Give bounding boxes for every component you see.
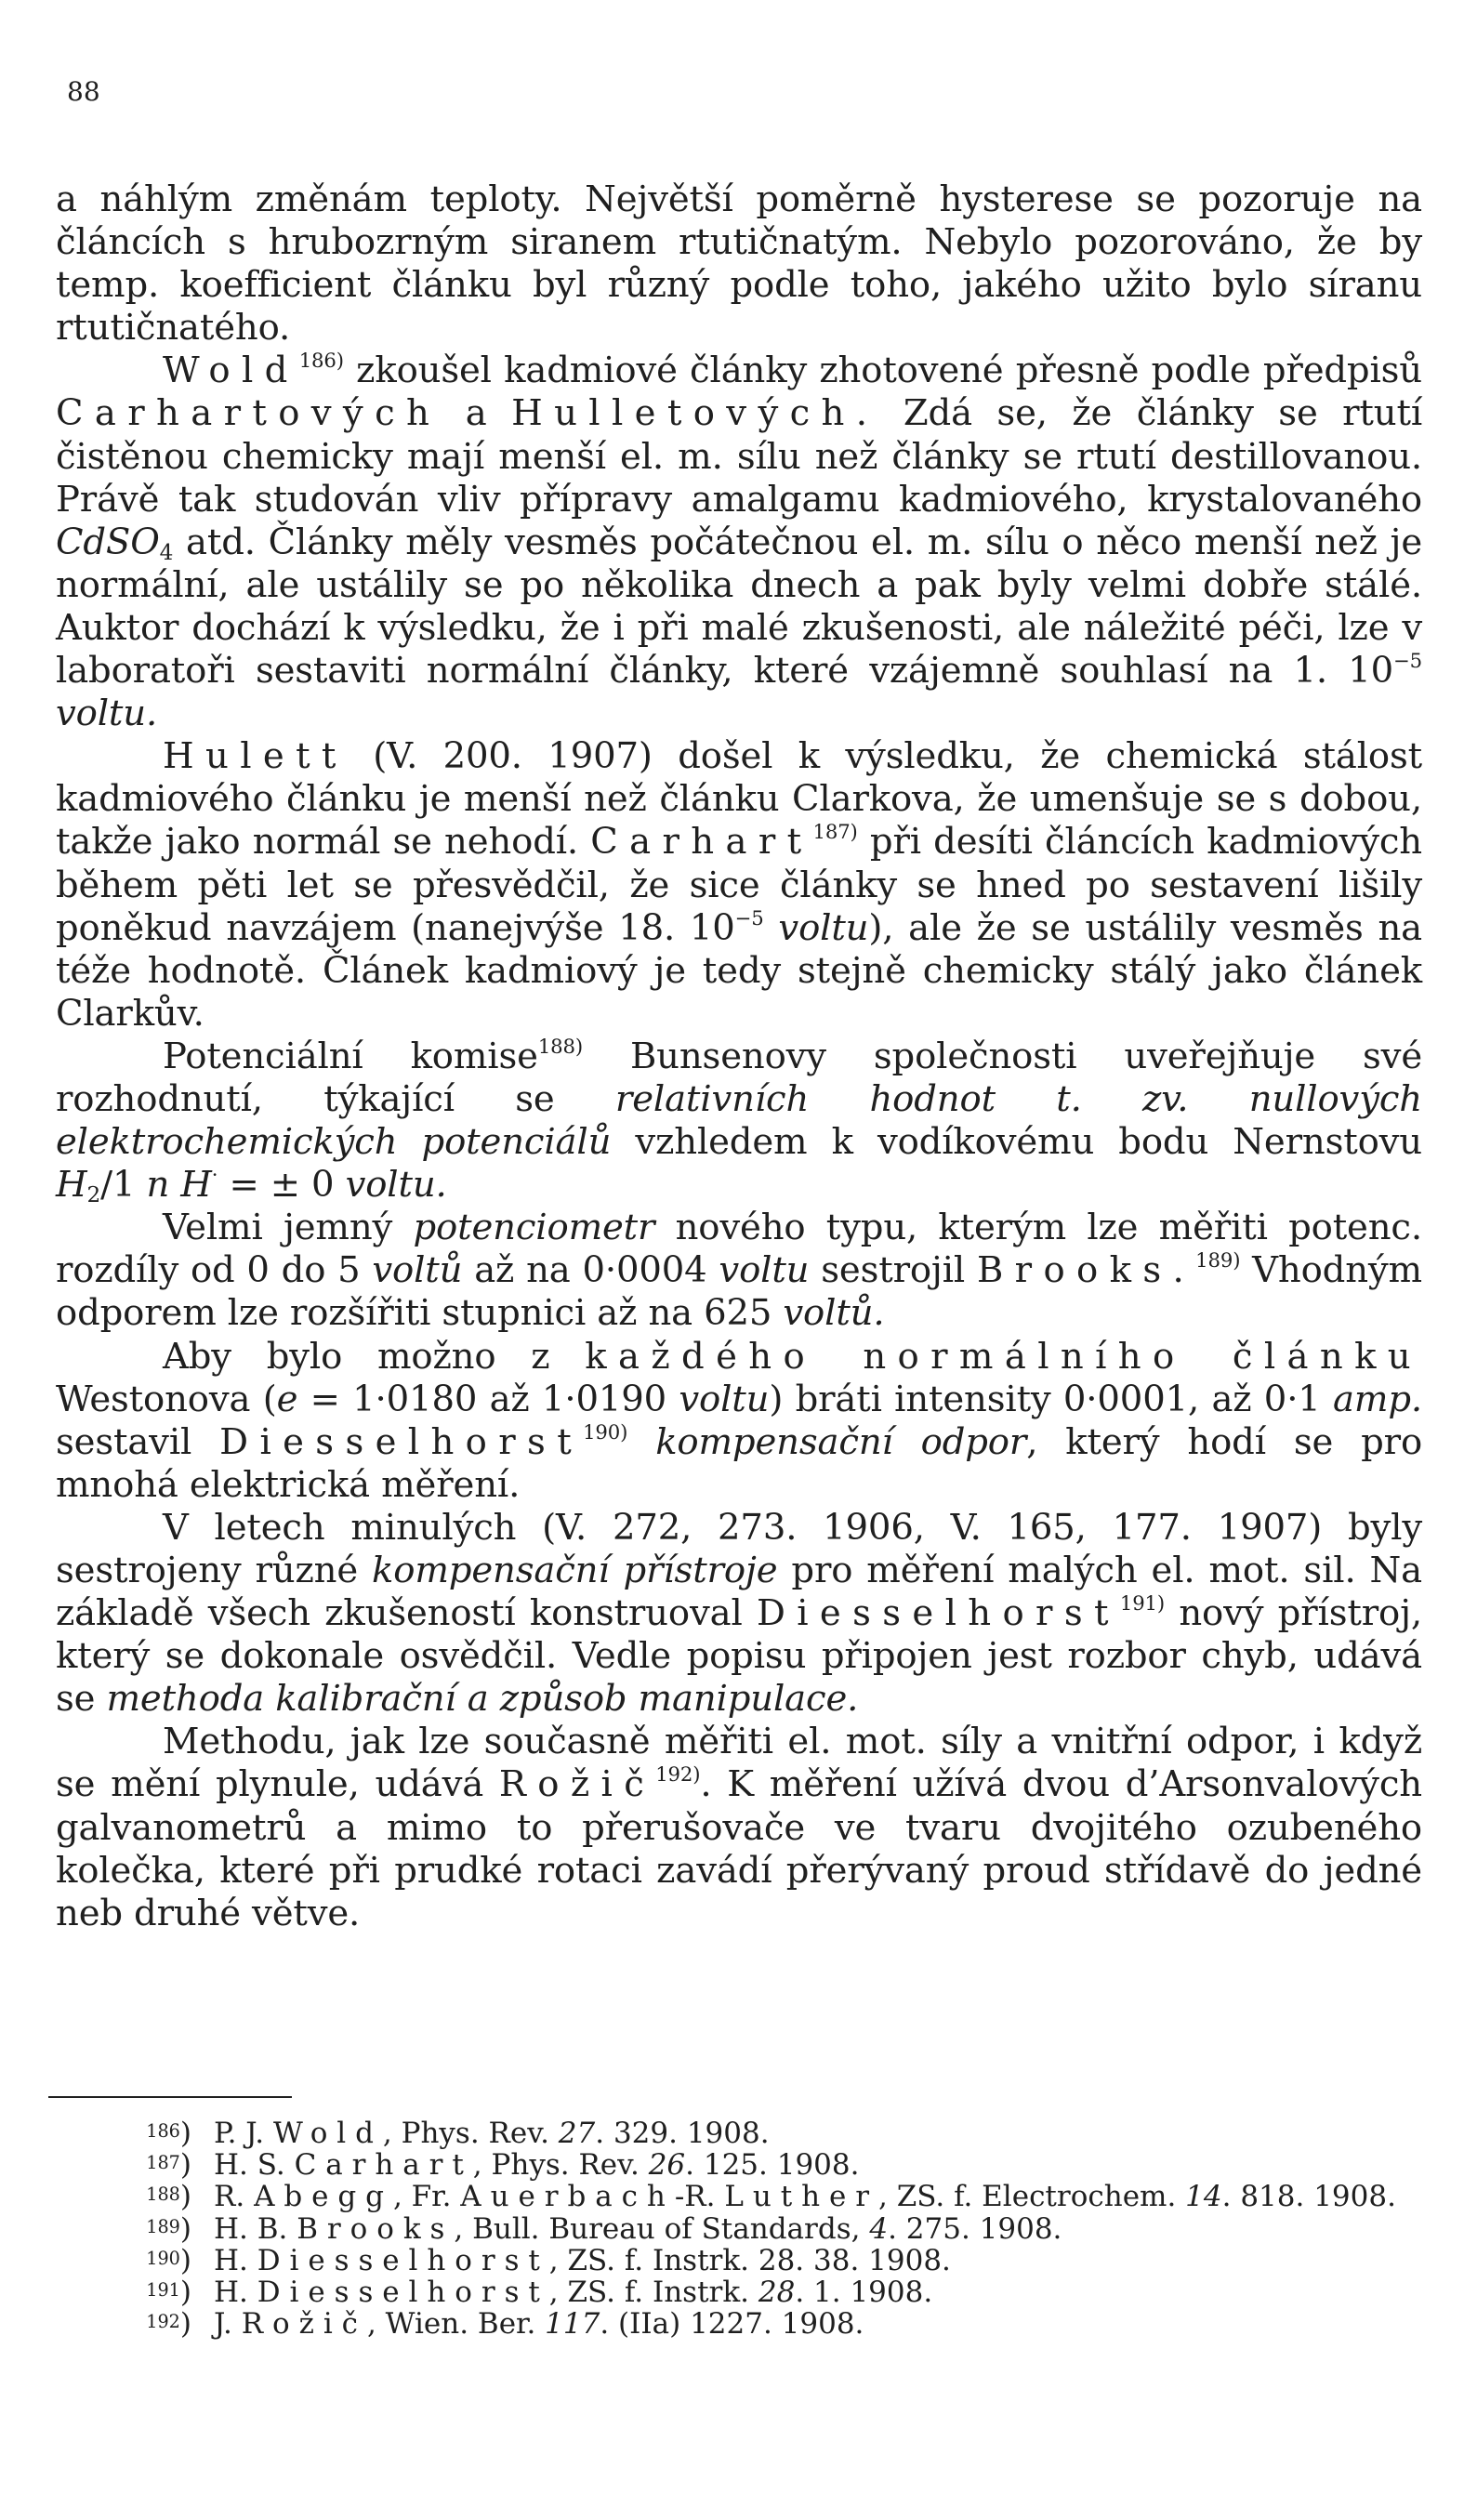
italic-term: 14: [1185, 2180, 1222, 2214]
italic-term: relativních hodnot t. zv. nullových elektrochemických potenciálů: [56, 1077, 1422, 1164]
italic-term: H: [56, 1164, 87, 1207]
superscript: −5: [734, 906, 764, 930]
footnote: [56, 2308, 1422, 2340]
italic-term: 26: [648, 2148, 686, 2183]
superscript: 186): [298, 350, 344, 374]
paragraph: [56, 1336, 1422, 1507]
subscript: 2: [86, 1182, 101, 1207]
text-run: . 275. 1908.: [888, 2211, 1062, 2246]
text-run: [764, 907, 779, 949]
text-run: ), ale že se ustálily vesměs na téže hodnotě. Článek kadmiový je tedy stejně chemicky stálý jako článek Clarkův.: [56, 906, 1422, 1035]
text-run: Vhodným odporem lze rozšířiti stupnici až na 625: [56, 1249, 1422, 1335]
superscript: −5: [1393, 650, 1422, 674]
text-run: atd. Články měly vesměs počátečnou el. m. sílu o něco menší než je normální, ale ustálily se po několika dnech a pak byly velmi dobře stálé. Auktor dochází k výsledku, že i při malé zkušenosti, ale náležité péči, lze v laboratoři sestaviti normální články, které vzájemně souhlasí na 1. 10: [56, 521, 1422, 693]
author-name: Hulett: [163, 735, 348, 778]
footnote-number: 190: [146, 2248, 180, 2270]
text-run: Westonova (: [56, 1378, 277, 1420]
italic-term: methoda kalibrační a způsob manipulace.: [106, 1678, 859, 1721]
italic-term: 27: [558, 2117, 596, 2150]
italic-term: n H: [146, 1164, 212, 1207]
text-run: , Phys. Rev.: [472, 2148, 649, 2183]
text-run: /1: [100, 1164, 147, 1207]
page-number: 88: [67, 76, 100, 107]
footnote-number: 189: [146, 2215, 180, 2237]
text-run: Zdá se, že články se rtutí čistěnou chemicky mají menší el. m. sílu než články se rtutí destillovanou. Právě tak studován vliv přípravy amalgamu kadmiového, krystalovaného: [56, 392, 1423, 521]
text-run: , ZS. f. Instrk.: [548, 2276, 758, 2310]
text-run: , Phys. Rev.: [382, 2117, 559, 2150]
footnote: [56, 2118, 1422, 2149]
text-run: J.: [214, 2307, 242, 2342]
footnote-marker: $^{188}$): [146, 2180, 191, 2214]
text-run: Aby bylo možno z: [163, 1335, 586, 1378]
author-name: Brooks.: [976, 1249, 1196, 1292]
italic-term: potenciometr: [413, 1207, 655, 1249]
text-run: sestavil: [56, 1420, 220, 1463]
author-name: Rožič: [498, 1763, 656, 1806]
italic-term: voltu: [719, 1249, 810, 1292]
text-run: , ZS. f. Electrochem.: [878, 2180, 1186, 2214]
paragraph: [56, 178, 1422, 350]
text-run: Methodu, jak lze současně měřiti el. mot. síly a vnitřní odpor, i když se mění plynule, udává: [56, 1721, 1422, 1806]
italic-term: CdSO: [56, 521, 160, 563]
paragraph: [56, 1036, 1422, 1207]
text-run: pro měření malých el. mot. sil. Na základě všech zkušeností konstruoval: [56, 1550, 1423, 1635]
author-name: Brooks: [297, 2211, 455, 2246]
text-run: Bunsenovy společnosti uveřejňuje své rozhodnutí, týkající se: [56, 1035, 1423, 1120]
paragraph: [56, 1507, 1422, 1721]
text-run: sestrojil: [809, 1249, 977, 1292]
text-run: . K měření užívá dvou d’Arsonvalových galvanometrů a mimo to přerušovače ve tvaru dvojitého ozubeného kolečka, které při prudké rotaci zavádí přerývaný proud střídavě do jedné neb druhé větve.: [56, 1763, 1422, 1934]
text-run: P. J.: [214, 2117, 274, 2150]
text-run: H.: [214, 2276, 257, 2310]
text-run: H. B.: [214, 2211, 297, 2246]
italic-term: voltu: [679, 1378, 770, 1420]
text-run: [627, 1421, 655, 1463]
italic-term: voltu.: [345, 1164, 447, 1207]
text-run: nový přístroj, který se dokonale osvědčil. Vedle popisu připojen jest rozbor chyb, udává se: [56, 1592, 1422, 1721]
footnote-number: 191: [146, 2279, 180, 2302]
text-run: vzhledem k vodíkovému bodu Nernstovu: [611, 1121, 1422, 1164]
footnote-number: 186: [146, 2120, 180, 2143]
text-run: nového typu, kterým lze měřiti potenc. rozdíly od 0 do 5: [56, 1207, 1422, 1292]
superscript: 192): [655, 1763, 701, 1788]
paragraph: [56, 1721, 1422, 1934]
text-run: = ± 0: [218, 1164, 346, 1207]
footnotes: [56, 2118, 1422, 2340]
text-run: , ZS. f. Instrk. 28. 38. 1908.: [548, 2243, 951, 2277]
footnote-marker: $^{187}$): [146, 2148, 191, 2183]
footnote: [56, 2181, 1422, 2212]
text-run: H. S.: [214, 2148, 295, 2183]
footnote: [56, 2276, 1422, 2308]
text-run: . 329. 1908.: [595, 2117, 770, 2150]
text-run: V letech minulých (V. 272, 273. 1906, V. 165, 177. 1907) byly sestrojeny různé: [56, 1506, 1422, 1591]
text-run: -R.: [674, 2180, 725, 2214]
italic-term: kompensační odpor: [655, 1420, 1027, 1463]
text-run: při desíti článcích kadmiových během pěti let se přesvědčil, že sice články se hned po sestavení lišily poněkud navzájem (nanejvýše 18. 10: [56, 821, 1422, 949]
italic-term: e: [276, 1378, 298, 1420]
footnote-marker: $^{192}$): [146, 2307, 191, 2342]
author-name: Diesselhorst: [257, 2243, 549, 2277]
italic-term: 28: [758, 2276, 796, 2310]
text-run: . 818. 1908.: [1221, 2180, 1396, 2214]
italic-term: amp.: [1333, 1378, 1422, 1420]
text-run: a náhlým změnám teploty. Největší poměrně hysterese se pozoruje na článcích s hrubozrným siranem rtutičnatým. Nebylo pozorováno, že by temp. koefficient článku byl různý podle toho, jakého užito bylo síranu rtutičnatého.: [56, 178, 1422, 350]
text-run: zkoušel kadmiové články zhotovené přesně podle předpisů: [343, 350, 1422, 392]
text-run: H.: [214, 2243, 257, 2277]
text-run: Velmi jemný: [163, 1207, 414, 1249]
author-name: Carhart: [294, 2148, 473, 2183]
text-run: až na 0·0004: [462, 1249, 719, 1292]
superscript: 187): [812, 821, 858, 845]
footnote-marker: $^{191}$): [146, 2276, 191, 2310]
footnote-number: 192: [146, 2311, 180, 2333]
author-name: Rožič: [241, 2307, 367, 2342]
author-name: Hulletových.: [511, 392, 879, 435]
text-run: R.: [214, 2180, 255, 2214]
author-name: Luther: [724, 2180, 879, 2214]
italic-term: voltů: [372, 1249, 463, 1292]
superscript: ·: [211, 1164, 218, 1188]
footnote-marker: $^{189}$): [146, 2211, 191, 2246]
italic-term: voltu: [778, 906, 869, 949]
footnote-divider: [48, 2096, 292, 2098]
author-name: Auerbach: [460, 2180, 675, 2214]
italic-term: 117: [545, 2307, 600, 2342]
author-name: Diesselhorst: [257, 2276, 549, 2310]
footnote-number: 187: [146, 2152, 180, 2174]
text-run: = 1·0180 až 1·0190: [297, 1378, 679, 1420]
superscript: 188): [537, 1035, 584, 1059]
text-run: , který hodí se pro mnohá elektrická měření.: [56, 1420, 1423, 1506]
text-run: . 1. 1908.: [795, 2276, 933, 2310]
text-run: , Bull. Bureau of Standards,: [454, 2211, 870, 2246]
superscript: 189): [1195, 1249, 1241, 1273]
text-run: , Fr.: [392, 2180, 461, 2214]
author-name: Wold: [163, 350, 299, 392]
footnote-number: 188: [146, 2184, 180, 2206]
footnote-marker: $^{186}$): [146, 2117, 191, 2150]
author-name: Wold: [273, 2117, 383, 2150]
paragraph: [56, 1207, 1422, 1335]
author-name: Abegg: [254, 2180, 393, 2214]
footnote: [56, 2213, 1422, 2245]
footnote: [56, 2149, 1422, 2181]
text-run: . (IIa) 1227. 1908.: [600, 2307, 864, 2342]
author-name: Diesselhorst: [219, 1420, 584, 1463]
author-name: Carhartových: [56, 392, 442, 435]
superscript: 191): [1119, 1592, 1166, 1616]
text-run: ) bráti intensity 0·0001, až 0·1: [769, 1378, 1334, 1420]
paragraph: [56, 735, 1422, 1036]
italic-term: voltů.: [783, 1292, 885, 1335]
italic-term: kompensační přístroje: [372, 1550, 778, 1591]
text-run: . 125. 1908.: [685, 2148, 860, 2183]
body-text: [56, 178, 1422, 1935]
superscript: 190): [583, 1420, 628, 1445]
text-run: , Wien. Ber.: [366, 2307, 546, 2342]
text-run: a: [441, 392, 512, 435]
author-name: každého normálního článku: [585, 1335, 1423, 1378]
subscript: 4: [159, 540, 174, 565]
text-run: Potenciální komise: [163, 1035, 538, 1077]
text-run: (V. 200. 1907) došel k výsledku, že chemická stálost kadmiového článku je menší než článku Clarkova, že umenšuje se s dobou, takže jako normál se nehodí.: [56, 735, 1422, 864]
italic-term: 4: [869, 2211, 889, 2246]
paragraph: [56, 350, 1422, 735]
author-name: Diesselhorst: [756, 1592, 1120, 1635]
footnote-marker: $^{190}$): [146, 2243, 191, 2277]
footnote: [56, 2245, 1422, 2276]
author-name: Carhart: [590, 821, 813, 864]
italic-term: voltu.: [56, 693, 158, 735]
